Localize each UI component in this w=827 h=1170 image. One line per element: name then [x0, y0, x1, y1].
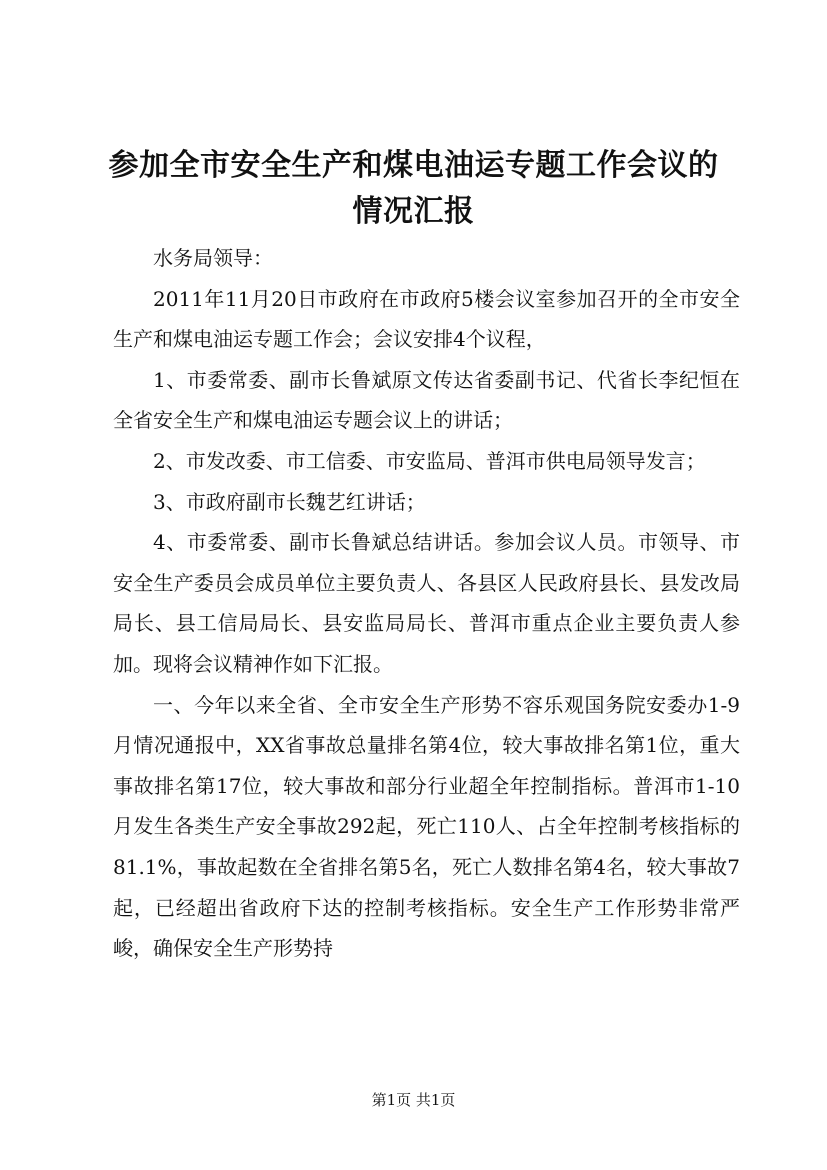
- salutation-paragraph: 水务局领导：: [153, 246, 273, 270]
- agenda-item-1: 1、市委常委、副市长鲁斌原文传达省委副书记、代省长李纪恒在全省安全生产和煤电油运专题会议上的讲话；: [113, 367, 740, 433]
- document-title: 参加全市安全生产和煤电油运专题工作会议的情况汇报: [108, 148, 719, 229]
- section-1-paragraph: 一、今年以来全省、全市安全生产形势不容乐观国务院安委办1-9月情况通报中，XX省事故总量排名第4位，较大事故排名第1位，重大事故排名第17位，较大事故和部分行业超全年控制指标。普洱市1-10月发生各类生产安全事故292起，死亡110人、占全年控制考核指标的81.1%，事故起数在全省排名第5名，死亡人数排名第4名，较大事故7起，已经超出省政府下达的控制考核指标。安全生产工作形势非常严峻，确保安全生产形势持: [113, 692, 740, 961]
- agenda-item-3: 3、市政府副市长魏艺红讲话；: [153, 489, 426, 514]
- agenda-item-2: 2、市发改委、市工信委、市安监局、普洱市供电局领导发言；: [153, 448, 706, 473]
- agenda-item-4: 4、市委常委、副市长鲁斌总结讲话。参加会议人员。市领导、市安全生产委员会成员单位主要负责人、各县区人民政府县长、县发改局局长、县工信局局长、县安监局局长、普洱市重点企业主要负责人参加。现将会议精神作如下汇报。: [113, 530, 740, 676]
- document-body: [113, 238, 740, 969]
- intro-paragraph: 2011年11月20日市政府在市政府5楼会议室参加召开的全市安全生产和煤电油运专题工作会；会议安排4个议程，: [113, 286, 740, 352]
- page-number-footer: 第1页 共1页: [371, 1091, 456, 1109]
